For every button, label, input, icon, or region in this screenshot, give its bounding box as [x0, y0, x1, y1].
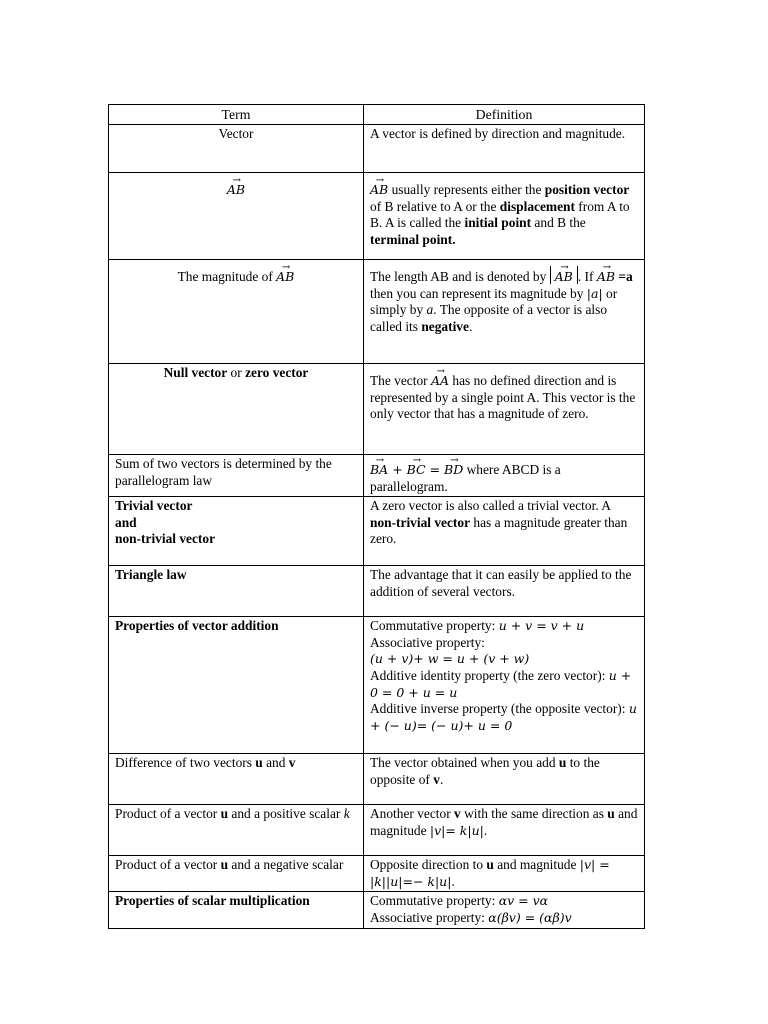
table-row	[109, 754, 645, 805]
definition-text: The advantage that it can easily be applied to the addition of several vectors.	[370, 567, 632, 599]
definition-text: usually represents either the	[391, 182, 545, 197]
vector-ab-symbol: → AB	[555, 267, 573, 284]
plus-sign: +	[388, 462, 407, 477]
term-cell	[109, 173, 364, 260]
term-bold-text: Triangle law	[115, 567, 187, 583]
vector-bc-symbol: → BC	[407, 459, 426, 479]
vector-ab-symbol: → AB	[597, 266, 615, 286]
term-text: Vector	[218, 126, 254, 141]
math-expression: u + 0 = 0 + u = u	[370, 667, 632, 700]
table-row	[109, 364, 645, 455]
math-expression: |v| = |k||u|=− k|u|	[370, 857, 610, 889]
definition-text: or simply by	[370, 285, 618, 318]
definition-bold-text: initial point	[464, 215, 532, 231]
definition-text: Commutative property:	[370, 893, 499, 909]
vector-ba-symbol: → BA	[370, 459, 388, 479]
term-bold-text: Properties of scalar multiplication	[115, 893, 310, 909]
definition-cell	[364, 497, 645, 566]
definition-text: The vector	[370, 373, 431, 388]
math-expression: αv = vα	[498, 893, 549, 909]
definition-text: . If	[577, 269, 597, 284]
math-expression: α(βv) = (αβ)v	[488, 909, 572, 925]
definition-cell	[364, 856, 645, 892]
table-row	[109, 566, 645, 617]
definition-text: Another vector	[370, 806, 455, 822]
math-expression: u + v = v + u	[498, 618, 585, 634]
term-bold-text: and	[115, 514, 137, 530]
math-expression: u + (− u)= (− u)+ u = 0	[370, 701, 637, 733]
term-cell	[109, 566, 364, 617]
definition-text: Associative property:	[370, 634, 485, 650]
table-row	[109, 260, 645, 364]
definition-italic-text: a	[426, 302, 434, 318]
term-cell	[109, 455, 364, 497]
definition-text: Associative property:	[370, 909, 489, 925]
table-header-row	[109, 105, 645, 125]
term-bold-text: v	[288, 755, 296, 771]
definition-bold-text: v	[433, 771, 440, 787]
column-header-definition: Definition	[364, 105, 645, 125]
term-text: The magnitude of	[177, 269, 277, 284]
term-cell	[109, 125, 364, 173]
definition-bold-text: v	[454, 806, 461, 822]
term-text: and a positive scalar	[228, 806, 344, 822]
definition-text: to the opposite of	[370, 755, 600, 787]
definition-bold-text: u	[607, 806, 615, 822]
definition-text: then you can represent its magnitude by	[370, 285, 587, 301]
definition-text: and B the	[531, 215, 586, 231]
definition-text: has a magnitude greater than zero.	[370, 514, 628, 547]
definition-text: with the same direction as	[460, 806, 608, 822]
term-cell	[109, 856, 364, 892]
definition-text: and magnitude	[493, 857, 580, 873]
term-text: Product of a vector	[115, 806, 221, 822]
term-bold-text: u	[220, 806, 229, 822]
table-row	[109, 892, 645, 928]
definition-text: Commutative property:	[370, 618, 499, 634]
definition-text: where ABCD is a parallelogram.	[370, 462, 561, 494]
term-text: Difference of two vectors	[115, 755, 256, 771]
term-cell	[109, 892, 364, 928]
term-text: Product of a vector	[115, 857, 221, 873]
definition-text: .	[451, 873, 455, 889]
definition-cell	[364, 173, 645, 260]
math-expression: |v|= k|u|	[429, 822, 484, 838]
definition-bold-text: =a	[618, 269, 633, 284]
table-row	[109, 125, 645, 173]
term-cell	[109, 805, 364, 856]
table-row	[109, 856, 645, 892]
term-bold-text: Null vector	[163, 365, 228, 380]
definition-text: and magnitude	[370, 806, 638, 838]
definition-cell	[364, 364, 645, 455]
definition-cell	[364, 617, 645, 754]
term-bold-text: u	[220, 857, 229, 873]
definition-cell	[364, 260, 645, 364]
table-row	[109, 497, 645, 566]
definition-text: . The opposite of a vector is also called its	[370, 302, 608, 334]
definition-bold-text: negative	[421, 318, 469, 334]
definition-bold-text: u	[558, 755, 567, 771]
term-bold-text: Trivial vector	[115, 498, 193, 514]
table-row	[109, 173, 645, 260]
definition-bold-text: terminal point.	[370, 231, 456, 247]
term-cell	[109, 754, 364, 805]
term-bold-text: non-trivial vector	[115, 531, 216, 547]
term-cell	[109, 260, 364, 364]
term-cell	[109, 497, 364, 566]
term-cell	[109, 617, 364, 754]
column-header-term: Term	[109, 105, 364, 125]
vector-ab-symbol: → AB	[227, 179, 245, 199]
definition-bold-text: position vector	[544, 182, 630, 197]
vector-ab-symbol: → AB	[276, 266, 294, 286]
term-italic-text: k	[343, 806, 350, 822]
definition-text: from A to B. A is called the	[370, 198, 630, 231]
equals-sign: =	[425, 462, 445, 477]
definition-text: A zero vector is also called a trivial vector. A	[370, 498, 611, 514]
table-row	[109, 617, 645, 754]
magnitude-expression: |a|	[586, 285, 603, 301]
term-text: and a negative scalar	[228, 857, 344, 873]
term-text: and	[262, 755, 289, 771]
term-bold-text: u	[255, 755, 263, 771]
definition-cell	[364, 455, 645, 497]
definition-text: .	[439, 771, 444, 787]
definition-text: .	[468, 318, 473, 334]
definitions-table	[108, 104, 645, 929]
definition-bold-text: displacement	[499, 198, 575, 214]
table-row	[109, 805, 645, 856]
definition-cell	[364, 125, 645, 173]
definition-cell	[364, 805, 645, 856]
definition-text: The vector obtained when you add	[370, 755, 559, 771]
term-bold-text: zero vector	[245, 365, 309, 380]
term-bold-text: Properties of vector addition	[115, 618, 279, 634]
vector-bd-symbol: → BD	[444, 459, 463, 479]
definition-text: .	[483, 822, 488, 838]
definition-bold-text: u	[486, 857, 494, 873]
definition-text: Opposite direction to	[370, 857, 487, 873]
definition-cell	[364, 754, 645, 805]
definition-cell	[364, 566, 645, 617]
term-cell	[109, 364, 364, 455]
definition-text: has no defined direction and is represented by a single point A. This vector is the only vector that has a magnitude of zero.	[370, 373, 636, 422]
definition-text: The length AB and is denoted by	[370, 269, 550, 284]
definition-text: A vector is defined by direction and magnitude.	[370, 126, 626, 141]
definition-text: Additive identity property (the zero vector):	[370, 667, 609, 683]
vector-ab-symbol: → AB	[370, 179, 388, 199]
vector-aa-symbol: → AA	[431, 370, 449, 390]
definition-text: Additive inverse property (the opposite vector):	[370, 701, 629, 717]
term-text: Sum of two vectors is determined by the parallelogram law	[115, 456, 332, 488]
math-expression: (u + v)+ w = u + (v + w)	[370, 651, 530, 667]
term-text: or	[227, 365, 246, 380]
definition-bold-text: non-trivial vector	[370, 514, 471, 530]
table-row	[109, 455, 645, 497]
magnitude-bars	[550, 266, 578, 284]
definition-cell	[364, 892, 645, 928]
definition-text: of B relative to A or the	[370, 198, 500, 214]
